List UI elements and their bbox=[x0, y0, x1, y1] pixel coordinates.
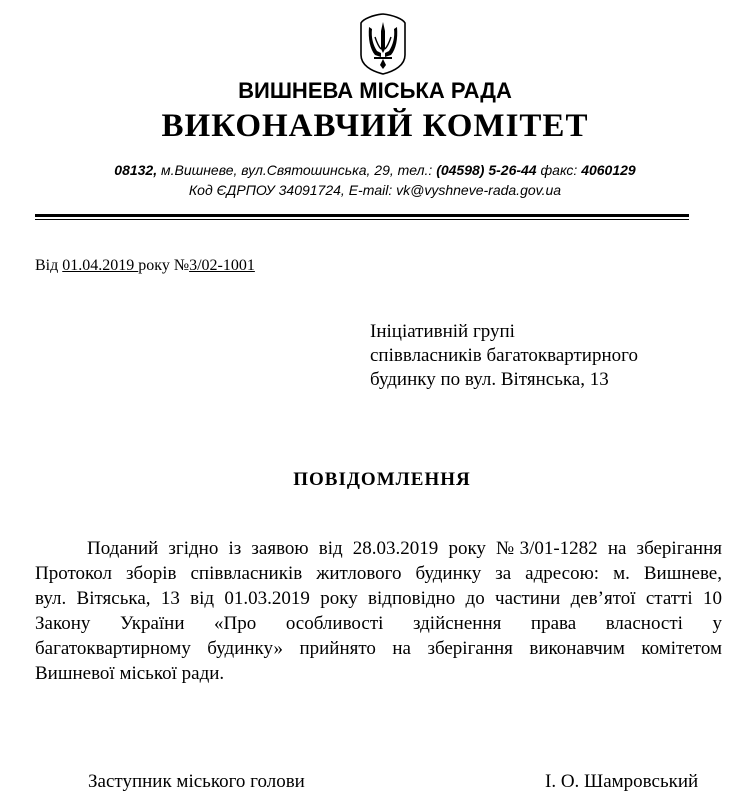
postcode: 08132, bbox=[114, 162, 158, 178]
body-line: багатоквартирному будинку» прийнято на зберігання виконавчим комітетом bbox=[35, 638, 722, 659]
notice-body bbox=[35, 536, 722, 686]
body-line: Протокол зборів співвласників житлового будинку за адресою: м. Вишневе, bbox=[35, 563, 722, 584]
reference-year-word: року № bbox=[138, 257, 190, 274]
address-line bbox=[0, 160, 750, 180]
phone-number: (04598) 5-26-44 bbox=[436, 162, 537, 178]
reference-prefix: Від bbox=[35, 257, 63, 274]
body-line: вул. Вітяська, 13 від 01.03.2019 року відповідно до частини дев’ятої статті 10 bbox=[35, 588, 722, 609]
trident-emblem-icon bbox=[359, 13, 407, 75]
contact-block bbox=[0, 160, 750, 200]
registry-line: Код ЄДРПОУ 34091724, E-mail: vk@vyshneve-rada.gov.ua bbox=[188, 182, 562, 198]
council-name: ВИШНЕВА МІСЬКА РАДА bbox=[238, 78, 512, 103]
reference-number: 3/02-1001 bbox=[189, 257, 255, 274]
street-address: м.Вишневе, вул.Святошинська, 29, тел.: bbox=[157, 162, 437, 178]
addressee-block bbox=[370, 320, 710, 392]
body-line: Поданий згідно із заявою від 28.03.2019 року №3/01-1282 на зберігання bbox=[87, 538, 722, 559]
addressee-line: будинку по вул. Вітянська, 13 bbox=[370, 369, 609, 390]
fax-label: факс: bbox=[536, 162, 582, 178]
addressee-line: Ініціативній групі bbox=[370, 321, 515, 342]
committee-name: ВИКОНАВЧИЙ КОМІТЕТ bbox=[161, 108, 589, 144]
addressee-line: співвласників багатоквартирного bbox=[370, 345, 638, 366]
header-divider-thick bbox=[35, 214, 689, 217]
body-line: Закону України «Про особливості здійснення права власності у bbox=[35, 613, 722, 634]
reference-date: 01.04.2019 bbox=[62, 257, 139, 274]
reference-line bbox=[35, 256, 255, 276]
notice-title: ПОВІДОМЛЕННЯ bbox=[293, 469, 471, 490]
signatory-name: І. О. Шамровський bbox=[545, 771, 699, 792]
fax-number: 4060129 bbox=[581, 162, 636, 178]
signatory-position: Заступник міського голови bbox=[88, 771, 305, 792]
header-divider-thin bbox=[35, 219, 689, 220]
body-line: Вишневої міської ради. bbox=[35, 663, 225, 684]
